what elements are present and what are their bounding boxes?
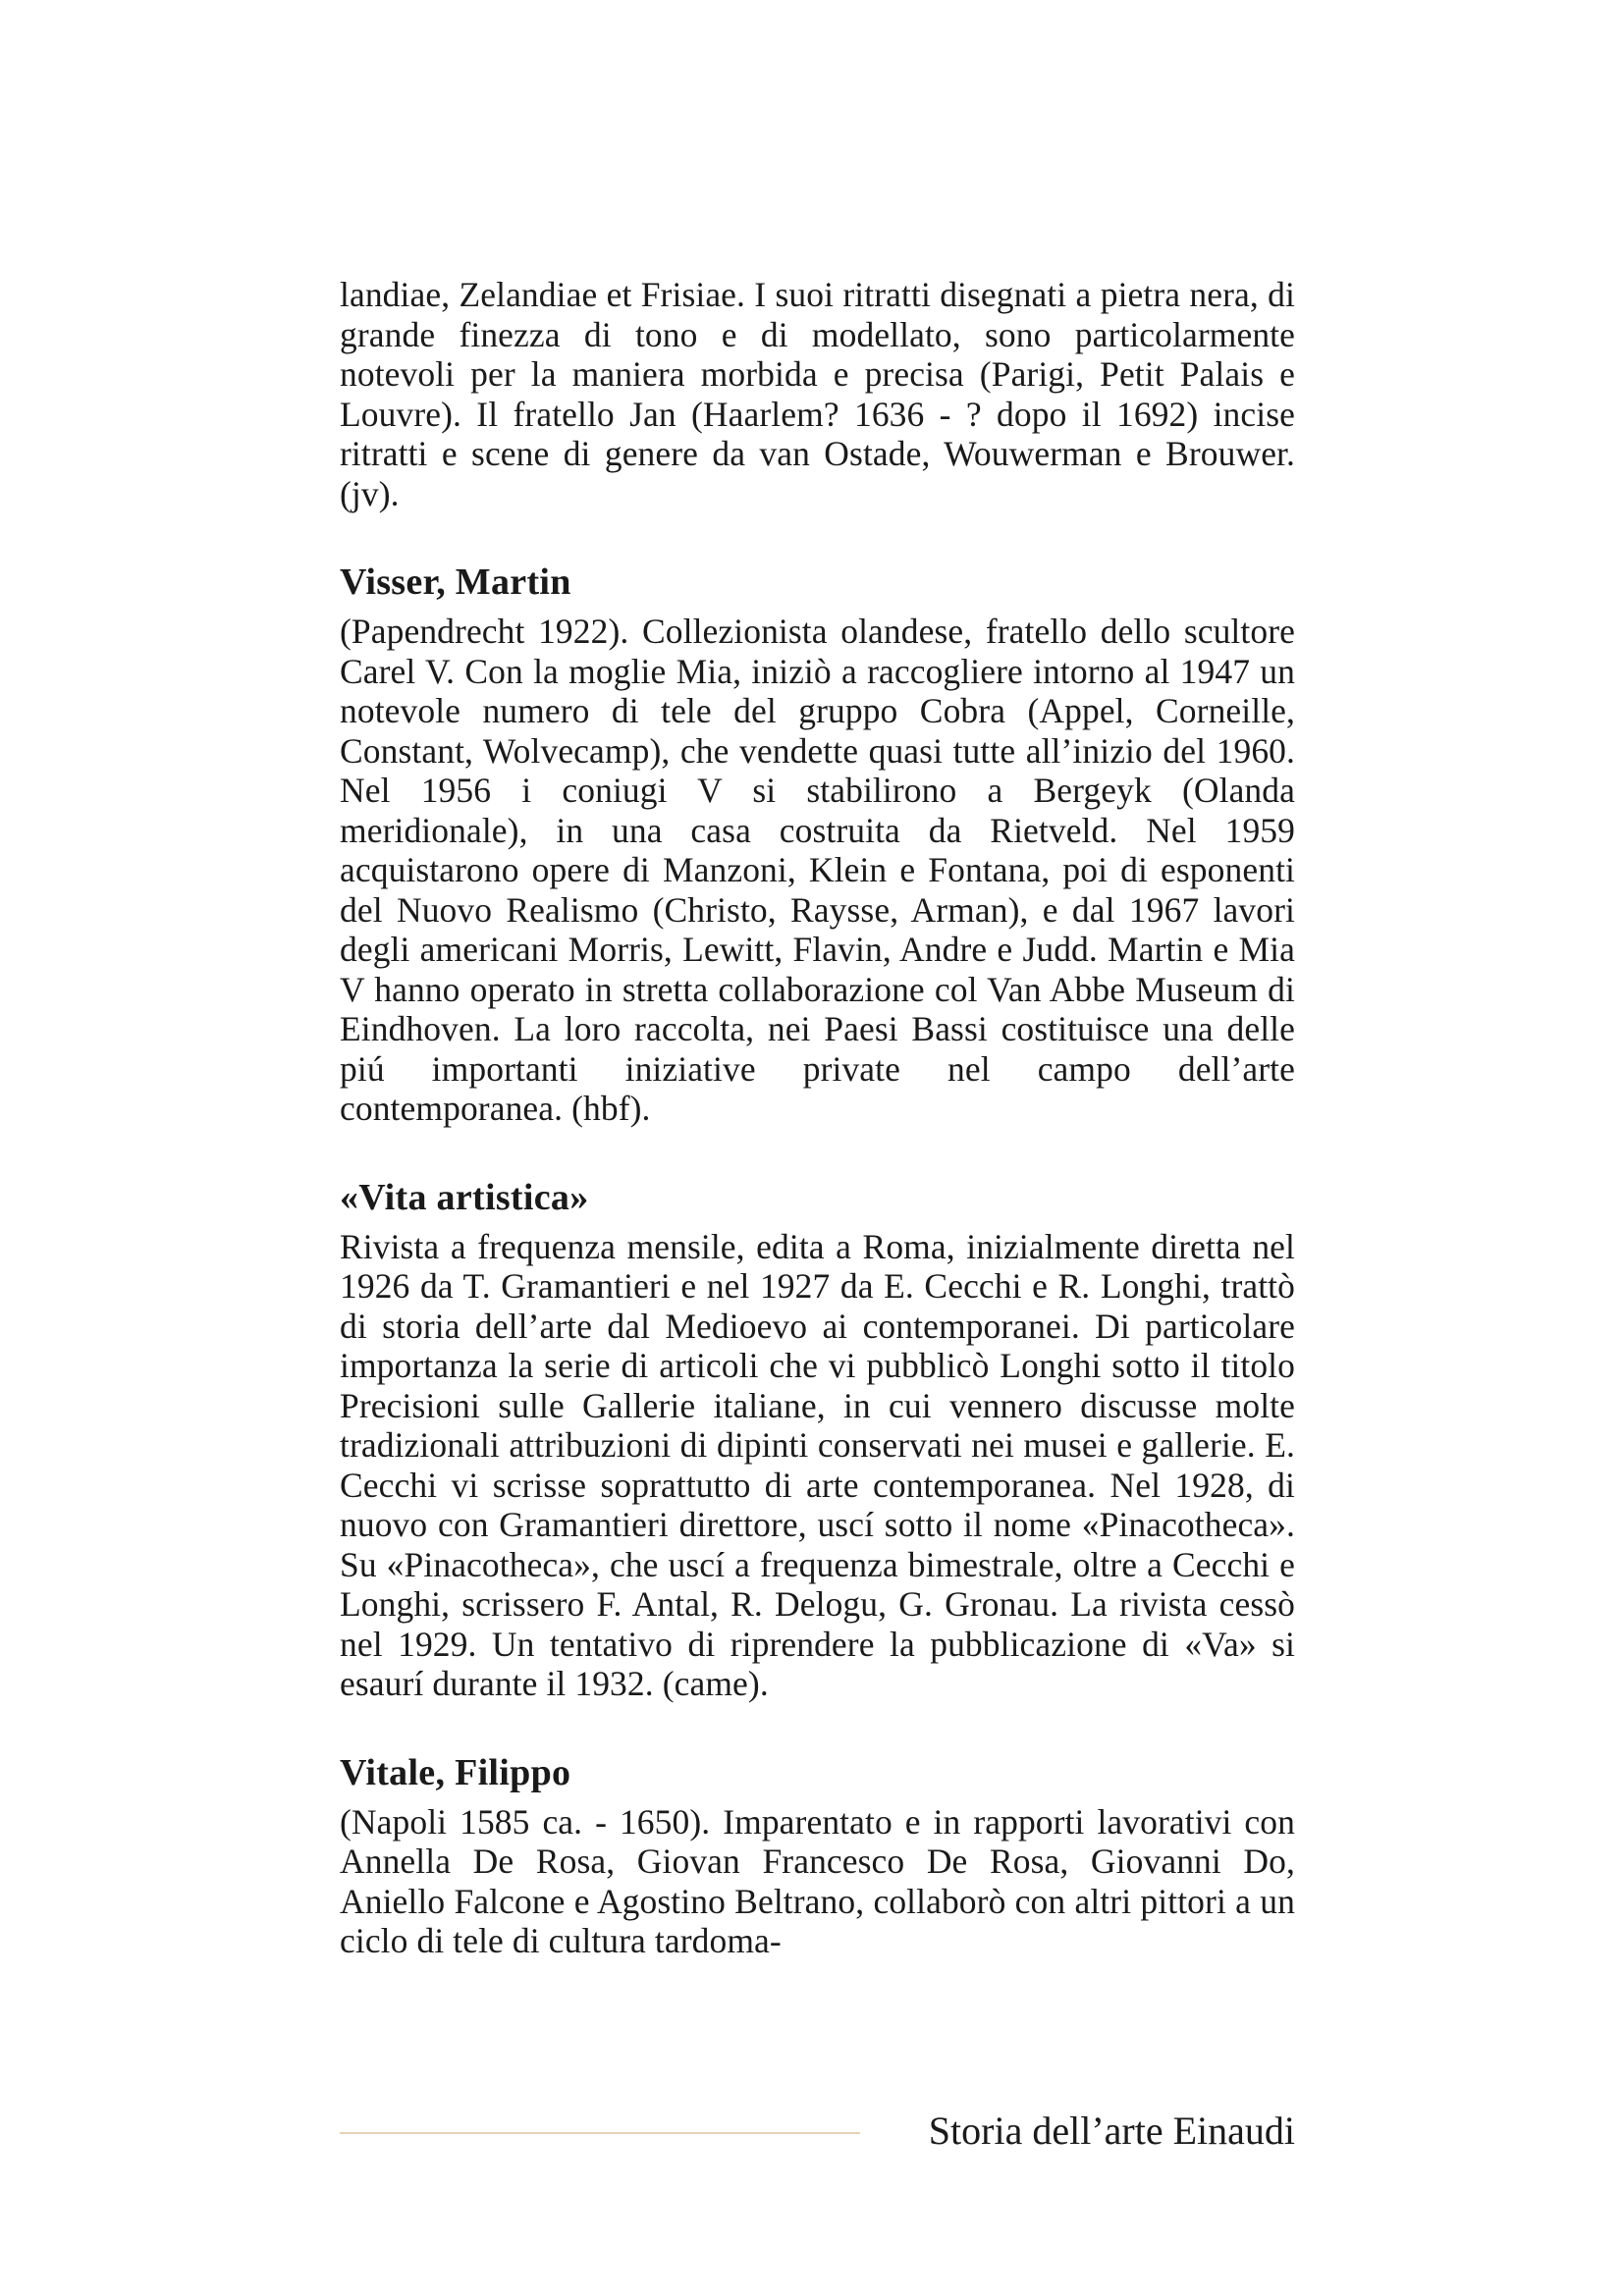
entry-vitale-filippo	[340, 1751, 1295, 1961]
entry-visser-martin	[340, 561, 1295, 1129]
entry-text: Rivista a frequenza mensile, edita a Roma, inizialmente diretta nel 1926 da T. Gramantieri e nel 1927 da E. Cecchi e R. Longhi, trattò di storia dell’arte dal Medioevo ai contemporanei. Di particolare importanza la serie di articoli che vi pubblicò Longhi sotto il titolo Precisioni sulle Gallerie italiane, in cui vennero discusse molte tradizionali attribuzioni di dipinti conservati nei musei e gallerie. E. Cecchi vi scrisse soprattutto di arte contemporanea. Nel 1928, di nuovo con Gramantieri direttore, uscí sotto il nome «Pinacotheca». Su «Pinacotheca», che uscí a frequenza bimestrale, oltre a Cecchi e Longhi, scrissero F. Antal, R. Delogu, G. Gronau. La rivista cessò nel 1929. Un tentativo di riprendere la pubblicazione di «Va» si esaurí durante il 1932. (came).	[340, 1226, 1295, 1703]
page-footer	[340, 2107, 1295, 2156]
footer-publisher-label: Storia dell’arte Einaudi	[928, 2109, 1295, 2153]
entry-title: Vitale, Filippo	[340, 1751, 571, 1793]
footer-rule	[340, 2132, 860, 2134]
entry-text: (Papendrecht 1922). Collezionista olandese, fratello dello scultore Carel V. Con la moglie Mia, iniziò a raccogliere intorno al 1947 un notevole numero di tele del gruppo Cobra (Appel, Corneille, Constant, Wolvecamp), che vendette quasi tutte all’inizio del 1960. Nel 1956 i coniugi V si stabilirono a Bergeyk (Olanda meridionale), in una casa costruita da Rietveld. Nel 1959 acquistarono opere di Manzoni, Klein e Fontana, poi di esponenti del Nuovo Realismo (Christo, Raysse, Arman), e dal 1967 lavori degli americani Morris, Lewitt, Flavin, Andre e Judd. Martin e Mia V hanno operato in stretta collaborazione col Van Abbe Museum di Eindhoven. La loro raccolta, nei Paesi Bassi costituisce una delle piú importanti iniziative private nel campo dell’arte contemporanea. (hbf).	[340, 612, 1295, 1128]
entry-title: Visser, Martin	[340, 561, 571, 603]
entry-vita-artistica	[340, 1176, 1295, 1704]
entry-text: (Napoli 1585 ca. - 1650). Imparentato e in rapporti lavorativi con Annella De Rosa, Giovan Francesco De Rosa, Giovanni Do, Aniello Falcone e Agostino Beltrano, collaborò con altri pittori a un ciclo di tele di cultura tardoma-	[340, 1801, 1295, 1960]
entry-title: «Vita artistica»	[340, 1176, 589, 1218]
document-page	[340, 275, 1295, 1961]
intro-paragraph: landiae, Zelandiae et Frisiae. I suoi ritratti disegnati a pietra nera, di grande finezza di tono e di modellato, sono particolarmente notevoli per la maniera morbida e precisa (Parigi, Petit Palais e Louvre). Il fratello Jan (Haarlem? 1636 - ? dopo il 1692) incise ritratti e scene di genere da van Ostade, Wouwerman e Brouwer. (jv).	[340, 275, 1295, 513]
